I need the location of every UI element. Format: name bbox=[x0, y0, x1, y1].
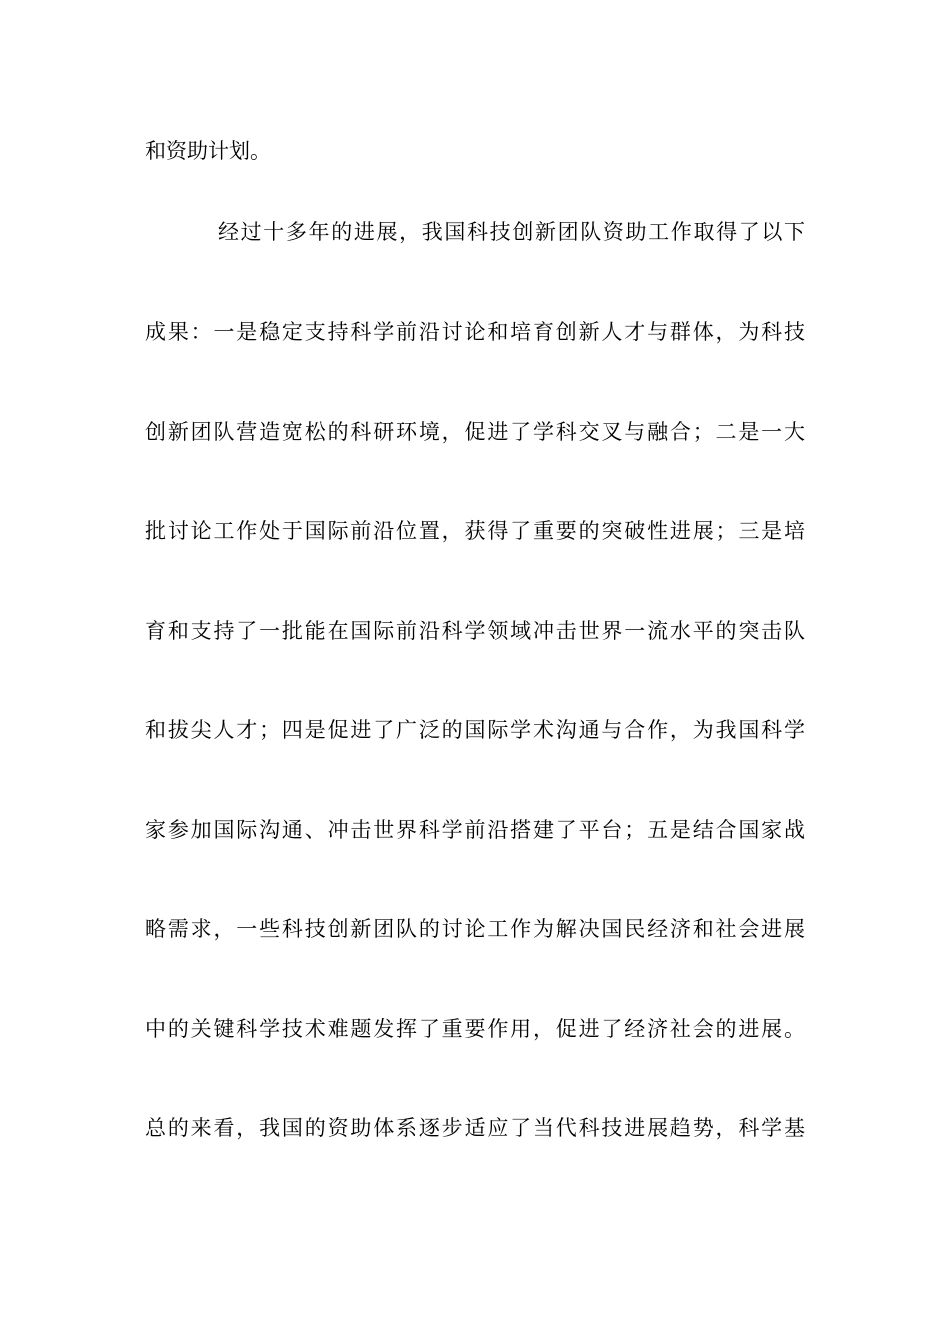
text-line-9: 略需求，一些科技创新团队的讨论工作为解决国民经济和社会进展 bbox=[145, 917, 805, 941]
text-line-4: 创新团队营造宽松的科研环境，促进了学科交叉与融合；二是一大 bbox=[145, 420, 805, 444]
text-line-3: 成果：一是稳定支持科学前沿讨论和培育创新人才与群体，为科技 bbox=[145, 320, 805, 344]
text-line-8: 家参加国际沟通、冲击世界科学前沿搭建了平台；五是结合国家战 bbox=[145, 818, 805, 842]
text-line-10: 中的关键科学技术难题发挥了重要作用，促进了经济社会的进展。 bbox=[145, 1017, 805, 1041]
text-line-6: 育和支持了一批能在国际前沿科学领域冲击世界一流水平的突击队 bbox=[145, 619, 805, 643]
text-line-11: 总的来看，我国的资助体系逐步适应了当代科技进展趋势，科学基 bbox=[145, 1116, 805, 1140]
text-line-5: 批讨论工作处于国际前沿位置，获得了重要的突破性进展；三是培 bbox=[145, 519, 805, 543]
text-line-1: 和资助计划。 bbox=[145, 139, 271, 163]
paragraph-start-line: 经过十多年的进展，我国科技创新团队资助工作取得了以下 bbox=[218, 220, 805, 244]
text-line-7: 和拔尖人才；四是促进了广泛的国际学术沟通与合作，为我国科学 bbox=[145, 718, 805, 742]
